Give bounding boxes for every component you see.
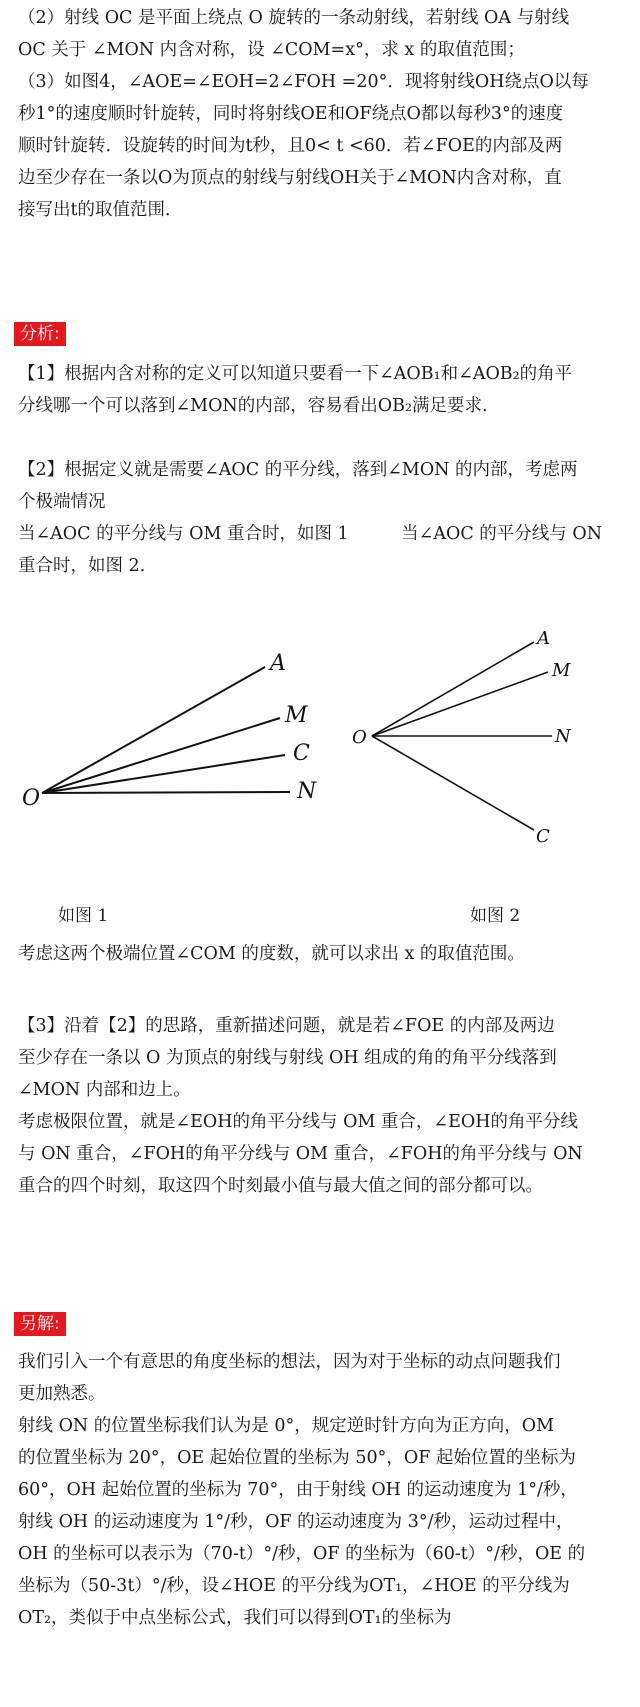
after-figures-text (18, 938, 626, 970)
alternative-tag: 另解: (14, 1312, 66, 1336)
text-line: 接写出t的取值范围． (18, 200, 183, 220)
text-line: 射线 OH 的运动速度为 1°/秒，OF 的运动速度为 3°/秒，运动过程中， (18, 1512, 574, 1532)
text-line: 的位置坐标为 20°，OE 起始位置的坐标为 50°，OF 起始位置的坐标为 (18, 1448, 576, 1468)
label-a: A (270, 651, 286, 676)
label-c: C (536, 826, 550, 847)
figure-1 (0, 630, 330, 830)
figure-2 (330, 620, 630, 850)
text-line: （3）如图4，∠AOE=∠EOH=2∠FOH =20°．现将射线OH绕点O以每 (18, 72, 589, 92)
text-line: ∠MON 内部和边上。 (18, 1080, 191, 1100)
label-m: M (552, 660, 571, 681)
analysis-tag: 分析: (14, 322, 66, 346)
text-line: （2）射线 OC 是平面上绕点 O 旋转的一条动射线，若射线 OA 与射线 (18, 8, 570, 28)
text-line: 边至少存在一条以O为顶点的射线与射线OH关于∠MON内含对称，直 (18, 168, 562, 188)
label-a: A (537, 628, 550, 649)
text-line: 更加熟悉。 (18, 1384, 106, 1404)
text-line: 我们引入一个有意思的角度坐标的想法，因为对于坐标的动点问题我们 (18, 1352, 561, 1372)
label-n: N (297, 779, 317, 804)
analysis-part3 (18, 1010, 626, 1202)
ray-oa (42, 667, 265, 793)
alternative-solution (18, 1346, 626, 1634)
ray-oc (42, 755, 285, 793)
label-o: O (352, 727, 367, 748)
ray-om (372, 672, 548, 736)
label-o: O (22, 786, 41, 811)
problem-part3 (18, 66, 626, 226)
ray-om (42, 718, 280, 793)
text-line: 当∠AOC 的平分线与 OM 重合时，如图 1 当∠AOC 的平分线与 ON (18, 524, 603, 544)
label-c: C (293, 741, 310, 766)
text-line: 重合时，如图 2. (18, 556, 146, 576)
ray-on (42, 792, 290, 793)
text-line: 60°，OH 起始位置的坐标为 70°，由于射线 OH 的运动速度为 1°/秒， (18, 1480, 578, 1500)
figure-2-diagram (330, 620, 630, 850)
text-line: 坐标为（50-3t）°/秒，设∠HOE 的平分线为OT₁，∠HOE 的平分线为 (18, 1576, 570, 1596)
figure-1-caption: 如图 1 (58, 906, 109, 926)
text-line: OH 的坐标可以表示为（70-t）°/秒，OF 的坐标为（60-t）°/秒，OE 的 (18, 1544, 586, 1564)
analysis-part1 (18, 358, 626, 422)
text-line: 顺时针旋转．设旋转的时间为t秒，且0< t <60．若∠FOE的内部及两 (18, 136, 563, 156)
text-line: OC 关于 ∠MON 内含对称，设 ∠COM=x°，求 x 的取值范围； (18, 40, 525, 60)
text-line: 重合的四个时刻，取这四个时刻最小值与最大值之间的部分都可以。 (18, 1176, 543, 1196)
text-line: 射线 ON 的位置坐标我们认为是 0°，规定逆时针方向为正方向，OM (18, 1416, 554, 1436)
figure-2-caption: 如图 2 (470, 906, 521, 926)
text-line: 【1】根据内含对称的定义可以知道只要看一下∠AOB₁和∠AOB₂的角平 (18, 364, 573, 384)
ray-oc (372, 736, 534, 830)
text-line: 考虑极限位置，就是∠EOH的角平分线与 OM 重合，∠EOH的角平分线 (18, 1112, 578, 1132)
analysis-part2 (18, 454, 626, 582)
text-line: 【2】根据定义就是需要∠AOC 的平分线，落到∠MON 的内部，考虑两 (18, 460, 578, 480)
label-m: M (285, 703, 308, 728)
text-line: 分线哪一个可以落到∠MON的内部，容易看出OB₂满足要求. (18, 396, 488, 416)
text-line: 与 ON 重合，∠FOH的角平分线与 OM 重合，∠FOH的角平分线与 ON (18, 1144, 583, 1164)
text-line: 秒1°的速度顺时针旋转，同时将射线OE和OF绕点O都以每秒3°的速度 (18, 104, 564, 124)
label-n: N (555, 726, 571, 747)
ray-oa (372, 642, 534, 736)
figure-1-diagram (0, 630, 330, 830)
text-line: 考虑这两个极端位置∠COM 的度数，就可以求出 x 的取值范围。 (18, 944, 525, 964)
problem-part2 (18, 2, 626, 66)
text-line: 个极端情况 (18, 492, 106, 512)
text-line: OT₂，类似于中点坐标公式，我们可以得到OT₁的坐标为 (18, 1608, 452, 1628)
text-line: 【3】沿着【2】的思路，重新描述问题，就是若∠FOE 的内部及两边 (18, 1016, 555, 1036)
text-line: 至少存在一条以 O 为顶点的射线与射线 OH 组成的角的角平分线落到 (18, 1048, 557, 1068)
